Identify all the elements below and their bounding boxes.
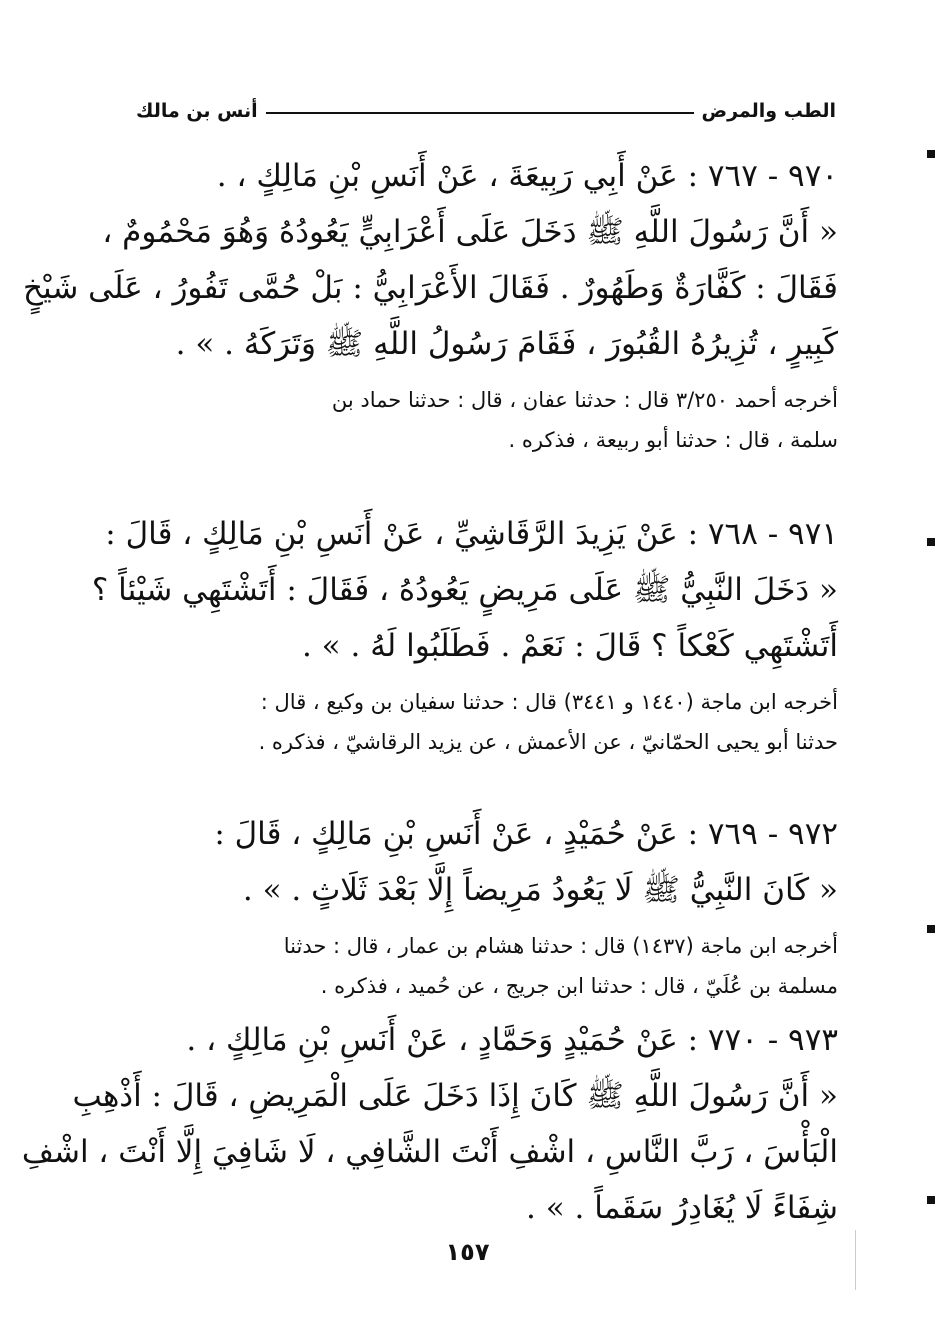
takhrij-line: حدثنا أبو يحيى الحمّانيّ ، عن الأعمش ، عن يزيد الرقاشيّ ، فذكره . <box>258 730 838 754</box>
takhrij-line: أخرجه أحمد ٣/٢٥٠ قال : حدثنا عفان ، قال : حدثنا حماد بن <box>331 388 838 412</box>
hadith-text <box>134 806 838 918</box>
hadith-line: أَتَشْتَهِي كَعْكاً ؟ قَالَ : نَعَمْ . فَطَلَبُوا لَهُ . » . <box>301 628 838 664</box>
hadith-line: « أَنَّ رَسُولَ اللَّهِ ﷺ كَانَ إِذَا دَخَلَ عَلَى الْمَرِيضِ ، قَالَ : أَذْهِبِ <box>72 1078 838 1114</box>
margin-mark <box>927 538 935 546</box>
hadith-line: ٩٧٣ - ٧٧٠ : عَنْ حُمَيْدٍ وَحَمَّادٍ ، عَنْ أَنَسِ بْنِ مَالِكٍ ، . <box>186 1022 838 1058</box>
narrator-title: أنس بن مالك <box>136 100 258 122</box>
page-number: ١٥٧ <box>445 1238 490 1266</box>
hadith-line: ٩٧١ - ٧٦٨ : عَنْ يَزِيدَ الرَّقَاشِيِّ ، عَنْ أَنَسِ بْنِ مَالِكٍ ، قَالَ : <box>105 516 838 552</box>
chapter-title: الطب والمرض <box>701 100 836 122</box>
hadith-line: ٩٧٠ - ٧٦٧ : عَنْ أَبِي رَبِيعَةَ ، عَنْ أَنَسِ بْنِ مَالِكٍ ، . <box>216 158 838 194</box>
hadith-entry-973 <box>21 1012 838 1236</box>
hadith-text <box>22 148 838 372</box>
margin-mark <box>927 1196 935 1204</box>
takhrij-note <box>134 380 838 460</box>
hadith-line: كَبِيرٍ ، تُزِيرُهُ القُبُورَ ، فَقَامَ رَسُولُ اللَّهِ ﷺ وَتَرَكَهُ . » . <box>175 326 838 362</box>
takhrij-line: أخرجه ابن ماجة (١٤٤٠ و ٣٤٤١) قال : حدثنا سفيان بن وكيع ، قال : <box>260 690 838 714</box>
hadith-line: الْبَأْسَ ، رَبَّ النَّاسِ ، اشْفِ أَنْتَ الشَّافِي ، لَا شَافِيَ إِلَّا أَنْتَ ، اشْفِ <box>21 1134 838 1170</box>
hadith-line: « أَنَّ رَسُولَ اللَّهِ ﷺ دَخَلَ عَلَى أَعْرَابِيٍّ يَعُودُهُ وَهُوَ مَحْمُومٌ ، <box>102 214 838 250</box>
hadith-line: شِفَاءً لَا يُغَادِرُ سَقَماً . » . <box>526 1190 838 1226</box>
takhrij-note <box>134 926 838 1006</box>
hadith-entry-971 <box>91 506 838 762</box>
header-rule <box>266 112 694 114</box>
hadith-text <box>91 506 838 674</box>
takhrij-line: مسلمة بن عُلَيّ ، قال : حدثنا ابن جريج ، عن حُميد ، فذكره . <box>320 974 838 998</box>
margin-mark <box>927 150 935 158</box>
hadith-text <box>21 1012 838 1236</box>
takhrij-line: سلمة ، قال : حدثنا أبو ربيعة ، فذكره . <box>508 428 838 452</box>
hadith-line: « دَخَلَ النَّبِيُّ ﷺ عَلَى مَرِيضٍ يَعُودُهُ ، فَقَالَ : أَتَشْتَهِي شَيْئاً ؟ <box>91 572 838 608</box>
hadith-entry-972 <box>134 806 838 1006</box>
hadith-line: فَقَالَ : كَفَّارَةٌ وَطَهُورٌ . فَقَالَ الأَعْرَابِيُّ : بَلْ حُمَّى تَفُورُ ، عَلَى شَيْخٍ <box>22 270 838 306</box>
hadith-entry-970 <box>22 148 838 460</box>
running-header <box>136 94 836 128</box>
margin-mark <box>927 925 935 933</box>
takhrij-note <box>134 682 838 762</box>
takhrij-line: أخرجه ابن ماجة (١٤٣٧) قال : حدثنا هشام بن عمار ، قال : حدثنا <box>283 934 838 958</box>
hadith-line: ٩٧٢ - ٧٦٩ : عَنْ حُمَيْدٍ ، عَنْ أَنَسِ بْنِ مَالِكٍ ، قَالَ : <box>214 816 838 852</box>
hadith-line: « كَانَ النَّبِيُّ ﷺ لَا يَعُودُ مَرِيضاً إِلَّا بَعْدَ ثَلَاثٍ . » . <box>242 872 838 908</box>
